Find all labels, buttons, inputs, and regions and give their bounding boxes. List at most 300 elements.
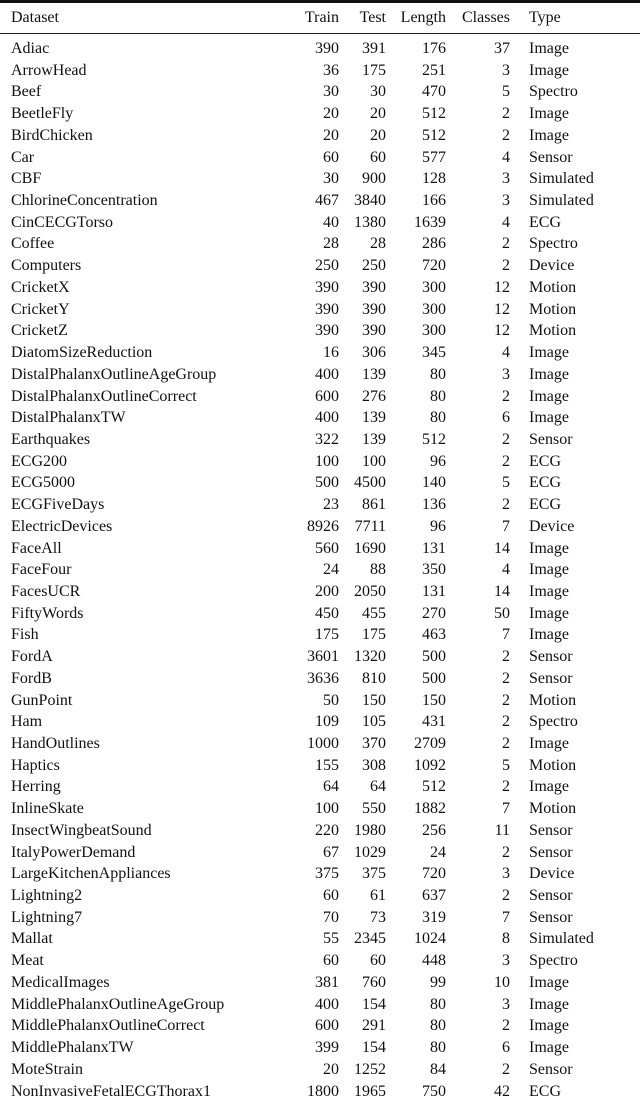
cell-type: Image [510,624,640,646]
cell-classes: 2 [446,429,510,451]
cell-classes: 12 [446,277,510,299]
cell-length: 300 [386,277,446,299]
table-row [0,798,640,820]
cell-classes: 3 [446,190,510,212]
cell-classes: 6 [446,1037,510,1059]
cell-dataset: HandOutlines [0,733,273,755]
cell-train: 30 [273,168,339,190]
cell-train: 560 [273,538,339,560]
cell-type: Image [510,364,640,386]
table-row [0,820,640,842]
table-row [0,581,640,603]
cell-length: 720 [386,255,446,277]
cell-dataset: Mallat [0,928,273,950]
cell-test: 60 [339,147,386,169]
cell-test: 375 [339,863,386,885]
cell-classes: 2 [446,776,510,798]
cell-type: ECG [510,1081,640,1102]
cell-length: 136 [386,494,446,516]
table-row [0,233,640,255]
cell-train: 500 [273,472,339,494]
cell-dataset: CBF [0,168,273,190]
cell-type: Image [510,733,640,755]
cell-classes: 5 [446,472,510,494]
cell-test: 455 [339,603,386,625]
cell-train: 381 [273,972,339,994]
cell-train: 400 [273,364,339,386]
cell-test: 370 [339,733,386,755]
cell-classes: 2 [446,1059,510,1081]
cell-train: 1000 [273,733,339,755]
cell-train: 1800 [273,1081,339,1102]
cell-train: 70 [273,907,339,929]
cell-length: 448 [386,950,446,972]
cell-train: 400 [273,407,339,429]
cell-test: 139 [339,407,386,429]
cell-train: 20 [273,103,339,125]
table-row [0,950,640,972]
cell-train: 175 [273,624,339,646]
table-row [0,386,640,408]
cell-length: 256 [386,820,446,842]
table-row [0,299,640,321]
cell-length: 300 [386,299,446,321]
cell-train: 400 [273,994,339,1016]
cell-dataset: BeetleFly [0,103,273,125]
cell-length: 80 [386,386,446,408]
cell-dataset: GunPoint [0,690,273,712]
cell-length: 140 [386,472,446,494]
table-row [0,1059,640,1081]
cell-dataset: ElectricDevices [0,516,273,538]
table-row [0,928,640,950]
table-row [0,472,640,494]
cell-dataset: FiftyWords [0,603,273,625]
cell-type: Image [510,1015,640,1037]
cell-test: 154 [339,994,386,1016]
cell-classes: 3 [446,364,510,386]
cell-test: 30 [339,81,386,103]
cell-classes: 4 [446,147,510,169]
table-row [0,407,640,429]
cell-length: 1024 [386,928,446,950]
table-row [0,255,640,277]
table-row [0,342,640,364]
cell-train: 600 [273,386,339,408]
cell-type: Motion [510,690,640,712]
cell-length: 500 [386,646,446,668]
cell-train: 600 [273,1015,339,1037]
cell-classes: 3 [446,950,510,972]
cell-train: 23 [273,494,339,516]
cell-length: 345 [386,342,446,364]
cell-length: 166 [386,190,446,212]
cell-classes: 2 [446,386,510,408]
cell-test: 61 [339,885,386,907]
cell-dataset: ECGFiveDays [0,494,273,516]
table-row [0,190,640,212]
cell-type: Image [510,407,640,429]
cell-type: Image [510,342,640,364]
cell-length: 1882 [386,798,446,820]
cell-train: 390 [273,34,339,60]
table-row [0,103,640,125]
table-row [0,320,640,342]
cell-length: 24 [386,842,446,864]
cell-classes: 37 [446,34,510,60]
cell-test: 390 [339,320,386,342]
cell-length: 2709 [386,733,446,755]
cell-dataset: ArrowHead [0,60,273,82]
table-row [0,755,640,777]
cell-train: 390 [273,320,339,342]
cell-type: Motion [510,320,640,342]
cell-type: Image [510,386,640,408]
cell-train: 20 [273,1059,339,1081]
cell-classes: 3 [446,994,510,1016]
cell-train: 24 [273,559,339,581]
cell-classes: 8 [446,928,510,950]
cell-dataset: DistalPhalanxTW [0,407,273,429]
table-row [0,624,640,646]
cell-test: 105 [339,711,386,733]
cell-dataset: LargeKitchenAppliances [0,863,273,885]
table-row [0,1037,640,1059]
cell-dataset: Herring [0,776,273,798]
table-row [0,494,640,516]
cell-test: 20 [339,125,386,147]
cell-type: Image [510,603,640,625]
cell-classes: 2 [446,668,510,690]
cell-type: ECG [510,472,640,494]
cell-dataset: ECG200 [0,451,273,473]
cell-length: 99 [386,972,446,994]
cell-classes: 2 [446,125,510,147]
cell-classes: 6 [446,407,510,429]
cell-test: 1029 [339,842,386,864]
cell-train: 200 [273,581,339,603]
cell-type: Image [510,60,640,82]
cell-classes: 3 [446,168,510,190]
cell-length: 80 [386,994,446,1016]
cell-length: 270 [386,603,446,625]
cell-length: 1092 [386,755,446,777]
cell-dataset: Computers [0,255,273,277]
cell-train: 60 [273,950,339,972]
cell-dataset: DiatomSizeReduction [0,342,273,364]
cell-type: Image [510,776,640,798]
cell-length: 319 [386,907,446,929]
cell-classes: 2 [446,646,510,668]
cell-type: Sensor [510,820,640,842]
cell-test: 291 [339,1015,386,1037]
cell-length: 286 [386,233,446,255]
cell-length: 720 [386,863,446,885]
cell-type: ECG [510,494,640,516]
cell-train: 450 [273,603,339,625]
cell-dataset: MoteStrain [0,1059,273,1081]
cell-type: Sensor [510,668,640,690]
cell-classes: 2 [446,451,510,473]
table-row [0,277,640,299]
cell-train: 100 [273,451,339,473]
cell-type: Sensor [510,147,640,169]
cell-classes: 4 [446,559,510,581]
cell-classes: 2 [446,1015,510,1037]
cell-length: 131 [386,538,446,560]
cell-length: 80 [386,1037,446,1059]
cell-train: 322 [273,429,339,451]
cell-train: 64 [273,776,339,798]
table-row [0,863,640,885]
cell-test: 154 [339,1037,386,1059]
cell-dataset: InsectWingbeatSound [0,820,273,842]
column-header-test: Test [339,3,386,34]
cell-length: 251 [386,60,446,82]
cell-length: 463 [386,624,446,646]
cell-test: 28 [339,233,386,255]
cell-length: 350 [386,559,446,581]
table-row [0,994,640,1016]
cell-train: 467 [273,190,339,212]
cell-classes: 4 [446,212,510,234]
cell-type: Simulated [510,928,640,950]
cell-length: 80 [386,407,446,429]
table-row [0,168,640,190]
cell-type: Sensor [510,907,640,929]
cell-test: 1252 [339,1059,386,1081]
cell-dataset: MiddlePhalanxTW [0,1037,273,1059]
cell-test: 100 [339,451,386,473]
cell-dataset: ItalyPowerDemand [0,842,273,864]
cell-type: Spectro [510,233,640,255]
cell-classes: 5 [446,81,510,103]
cell-type: Image [510,994,640,1016]
cell-train: 50 [273,690,339,712]
table-row [0,733,640,755]
cell-type: Image [510,559,640,581]
cell-classes: 7 [446,907,510,929]
cell-type: Sensor [510,429,640,451]
cell-test: 250 [339,255,386,277]
cell-dataset: Lightning2 [0,885,273,907]
cell-test: 861 [339,494,386,516]
cell-length: 512 [386,776,446,798]
cell-dataset: FordB [0,668,273,690]
cell-dataset: Beef [0,81,273,103]
cell-type: Spectro [510,81,640,103]
cell-classes: 7 [446,798,510,820]
table-row [0,538,640,560]
cell-classes: 2 [446,733,510,755]
cell-classes: 2 [446,255,510,277]
header-row [0,3,640,34]
cell-dataset: FordA [0,646,273,668]
cell-test: 391 [339,34,386,60]
cell-test: 2345 [339,928,386,950]
cell-length: 96 [386,516,446,538]
table-row [0,364,640,386]
cell-length: 131 [386,581,446,603]
cell-train: 36 [273,60,339,82]
cell-dataset: BirdChicken [0,125,273,147]
cell-dataset: ECG5000 [0,472,273,494]
cell-type: Motion [510,299,640,321]
cell-type: Device [510,516,640,538]
cell-dataset: InlineSkate [0,798,273,820]
cell-dataset: Lightning7 [0,907,273,929]
cell-type: Image [510,103,640,125]
cell-test: 306 [339,342,386,364]
cell-test: 1965 [339,1081,386,1102]
cell-train: 155 [273,755,339,777]
cell-type: Spectro [510,711,640,733]
cell-length: 470 [386,81,446,103]
cell-classes: 42 [446,1081,510,1102]
cell-test: 150 [339,690,386,712]
cell-train: 399 [273,1037,339,1059]
cell-type: Simulated [510,190,640,212]
table-row [0,690,640,712]
cell-train: 40 [273,212,339,234]
cell-dataset: Adiac [0,34,273,60]
table-row [0,559,640,581]
column-header-length: Length [386,3,446,34]
cell-classes: 2 [446,711,510,733]
cell-length: 176 [386,34,446,60]
cell-test: 760 [339,972,386,994]
cell-type: Device [510,255,640,277]
cell-length: 128 [386,168,446,190]
cell-dataset: DistalPhalanxOutlineCorrect [0,386,273,408]
table-row [0,842,640,864]
cell-test: 2050 [339,581,386,603]
cell-test: 390 [339,277,386,299]
table-header [0,3,640,34]
table-row [0,81,640,103]
cell-length: 577 [386,147,446,169]
cell-type: Motion [510,755,640,777]
cell-train: 16 [273,342,339,364]
cell-classes: 12 [446,320,510,342]
table-row [0,668,640,690]
cell-test: 1690 [339,538,386,560]
table-row [0,972,640,994]
cell-dataset: Haptics [0,755,273,777]
cell-length: 512 [386,429,446,451]
cell-classes: 14 [446,581,510,603]
cell-test: 88 [339,559,386,581]
cell-length: 637 [386,885,446,907]
cell-type: Image [510,125,640,147]
cell-length: 512 [386,103,446,125]
cell-dataset: Car [0,147,273,169]
cell-length: 84 [386,1059,446,1081]
cell-train: 28 [273,233,339,255]
table-row [0,711,640,733]
cell-train: 3636 [273,668,339,690]
cell-classes: 5 [446,755,510,777]
cell-classes: 2 [446,885,510,907]
table-row [0,646,640,668]
cell-length: 512 [386,125,446,147]
cell-dataset: Earthquakes [0,429,273,451]
table-row [0,429,640,451]
cell-type: ECG [510,212,640,234]
cell-classes: 2 [446,494,510,516]
cell-classes: 2 [446,690,510,712]
cell-type: Sensor [510,646,640,668]
table-body [0,34,640,1102]
cell-train: 55 [273,928,339,950]
cell-type: ECG [510,451,640,473]
table-row [0,451,640,473]
cell-test: 900 [339,168,386,190]
cell-train: 220 [273,820,339,842]
cell-test: 390 [339,299,386,321]
cell-test: 550 [339,798,386,820]
cell-classes: 11 [446,820,510,842]
cell-train: 60 [273,147,339,169]
cell-dataset: NonInvasiveFetalECGThorax1 [0,1081,273,1102]
cell-test: 20 [339,103,386,125]
cell-type: Spectro [510,950,640,972]
cell-train: 109 [273,711,339,733]
column-header-type: Type [510,3,640,34]
cell-train: 20 [273,125,339,147]
table-row [0,212,640,234]
cell-test: 175 [339,624,386,646]
cell-dataset: Meat [0,950,273,972]
table-row [0,147,640,169]
cell-type: Image [510,1037,640,1059]
cell-test: 175 [339,60,386,82]
cell-classes: 2 [446,842,510,864]
table-row [0,125,640,147]
cell-length: 300 [386,320,446,342]
cell-length: 750 [386,1081,446,1102]
column-header-classes: Classes [446,3,510,34]
cell-classes: 12 [446,299,510,321]
cell-classes: 7 [446,624,510,646]
table-row [0,885,640,907]
cell-classes: 10 [446,972,510,994]
cell-dataset: FacesUCR [0,581,273,603]
cell-classes: 3 [446,60,510,82]
table-row [0,776,640,798]
cell-dataset: Ham [0,711,273,733]
table-row [0,1081,640,1102]
cell-type: Image [510,972,640,994]
cell-dataset: MiddlePhalanxOutlineCorrect [0,1015,273,1037]
table-row [0,907,640,929]
cell-type: Device [510,863,640,885]
cell-dataset: Fish [0,624,273,646]
cell-train: 390 [273,299,339,321]
cell-test: 73 [339,907,386,929]
cell-classes: 2 [446,233,510,255]
table-row [0,34,640,60]
cell-test: 60 [339,950,386,972]
cell-dataset: CinCECGTorso [0,212,273,234]
dataset-table [0,3,640,1102]
cell-classes: 2 [446,103,510,125]
cell-type: Sensor [510,1059,640,1081]
cell-train: 67 [273,842,339,864]
cell-test: 139 [339,364,386,386]
cell-type: Image [510,34,640,60]
cell-train: 60 [273,885,339,907]
